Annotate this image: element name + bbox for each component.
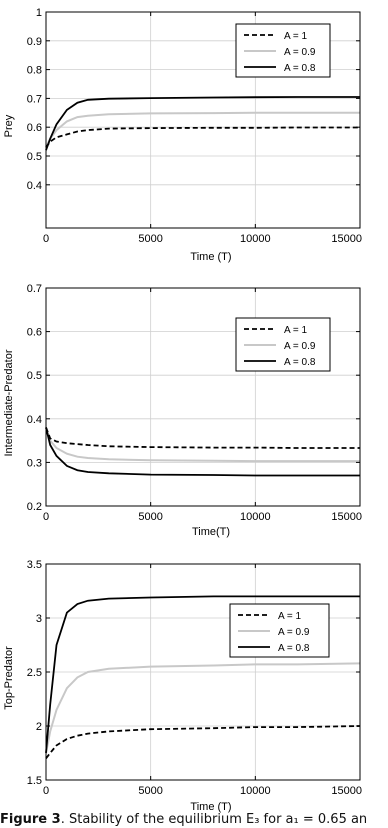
legend [230, 604, 329, 657]
legend-label-2: A = 0.9 [278, 627, 310, 638]
y-tick-label: 0.2 [26, 501, 42, 513]
x-tick-label: 0 [42, 785, 50, 797]
x-tick-label: 15000 [331, 233, 362, 245]
x-tick-label: 15000 [331, 785, 362, 797]
legend-label-1: A = 1 [278, 611, 302, 622]
y-tick-label: 3 [35, 613, 42, 625]
y-tick-label: 0.4 [26, 179, 42, 192]
x-tick-label: 0 [42, 511, 50, 523]
series-line-1 [46, 726, 360, 758]
y-axis-label: Top-Predator [3, 646, 15, 710]
y-axis-label: Prey [3, 114, 15, 138]
y-tick-label: 1 [35, 7, 42, 19]
x-tick-label: 10000 [240, 785, 271, 797]
x-axis-label: Time(T) [191, 526, 231, 538]
y-tick-label: 0.4 [26, 413, 42, 426]
chart-panel-2 [3, 283, 362, 538]
y-tick-label: 0.5 [26, 370, 42, 383]
legend-label-2: A = 0.9 [284, 341, 316, 352]
chart-panel-3 [3, 559, 362, 813]
y-tick-label: 2 [35, 721, 42, 733]
series-line-1 [46, 128, 360, 148]
x-axis-label: Time (T) [190, 251, 232, 263]
legend-label-2: A = 0.9 [284, 47, 316, 58]
series-line-2 [46, 428, 360, 462]
y-tick-label: 0.6 [26, 122, 42, 135]
legend [236, 24, 330, 77]
legend-label-1: A = 1 [284, 325, 308, 336]
x-tick-label: 5000 [138, 511, 163, 523]
y-tick-label: 0.7 [26, 283, 42, 295]
legend-label-3: A = 0.8 [284, 63, 316, 74]
figure-caption: Figure 3. Stability of the equilibrium E₃ for a₁ = 0.65 an [0, 812, 368, 827]
y-tick-label: 3.5 [26, 559, 42, 571]
series-line-3 [46, 428, 360, 476]
series-line-1 [46, 428, 360, 449]
y-tick-label: 0.6 [26, 326, 42, 339]
y-tick-label: 0.5 [26, 151, 42, 163]
caption-label: Figure 3 [0, 812, 61, 827]
legend-label-1: A = 1 [284, 31, 308, 42]
caption-text: Stability of the equilibrium E₃ for a₁ = 0.65 an [68, 812, 368, 827]
y-tick-label: 2.5 [26, 667, 42, 679]
y-tick-label: 0.9 [26, 35, 42, 48]
x-tick-label: 15000 [331, 511, 362, 523]
legend [236, 318, 330, 371]
y-tick-label: 0.8 [26, 64, 42, 77]
y-tick-label: 0.7 [26, 93, 42, 106]
y-tick-label: 0.3 [26, 457, 42, 470]
series-line-2 [46, 663, 360, 753]
x-tick-label: 10000 [240, 233, 271, 245]
legend-label-3: A = 0.8 [278, 643, 310, 654]
x-tick-label: 10000 [240, 511, 271, 523]
x-axis-label: Time (T) [190, 801, 232, 813]
series-line-3 [46, 97, 360, 150]
y-tick-label: 1.5 [26, 775, 42, 787]
x-tick-label: 5000 [138, 785, 163, 797]
legend-label-3: A = 0.8 [284, 357, 316, 368]
x-tick-label: 0 [42, 233, 50, 245]
chart-panel-1 [3, 7, 362, 263]
y-axis-label: Intermediate-Predator [3, 349, 15, 457]
x-tick-label: 5000 [138, 233, 163, 245]
